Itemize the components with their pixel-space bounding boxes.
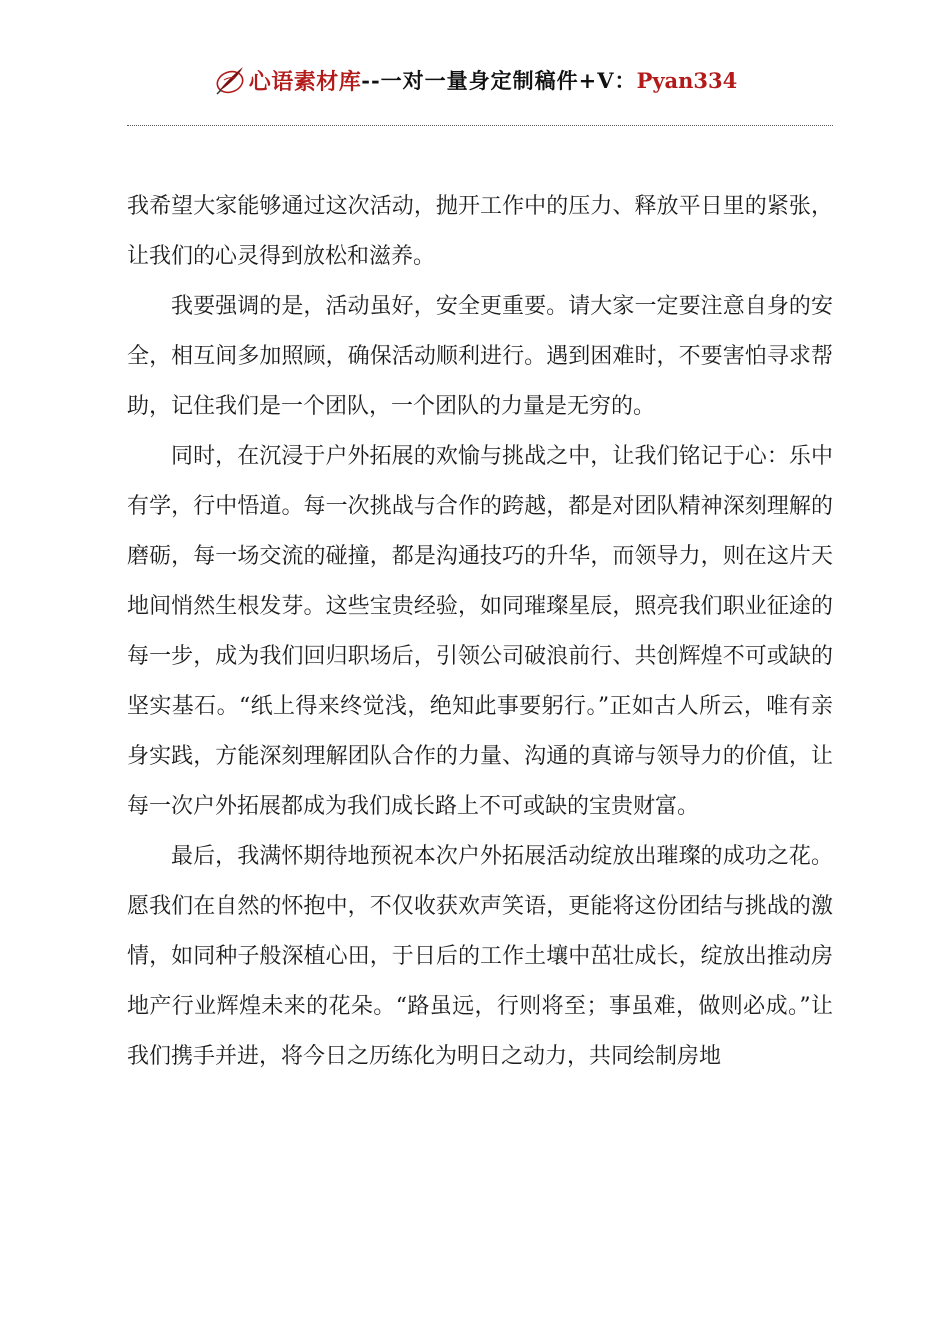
paragraph-3: 同时，在沉浸于户外拓展的欢愉与挑战之中，让我们铭记于心：乐中有学，行中悟道。每一次挑战与合作的跨越，都是对团队精神深刻理解的磨砺，每一场交流的碰撞，都是沟通技巧的升华，而领导力，则在这片天地间悄然生根发芽。这些宝贵经验，如同璀璨星辰，照亮我们职业征途的每一步，成为我们回归职场后，引领公司破浪前行、共创辉煌不可或缺的坚实基石。“纸上得来终觉浅，绝知此事要躬行。”正如古人所云，唯有亲身实践，方能深刻理解团队合作的力量、沟通的真谛与领导力的价值，让每一次户外拓展都成为我们成长路上不可或缺的宝贵财富。: [127, 444, 833, 819]
paragraph-2: 我要强调的是，活动虽好，安全更重要。请大家一定要注意自身的安全，相互间多加照顾，确保活动顺利进行。遇到困难时，不要害怕寻求帮助，记住我们是一个团队，一个团队的力量是无穷的。: [127, 294, 833, 419]
page-header: [0, 58, 950, 102]
header-tagline: 一对一量身定制稿件+V：: [380, 68, 637, 93]
paragraph-4: 最后，我满怀期待地预祝本次户外拓展活动绽放出璀璨的成功之花。愿我们在自然的怀抱中，不仅收获欢声笑语，更能将这份团结与挑战的激情，如同种子般深植心田，于日后的工作土壤中茁壮成长，绽放出推动房地产行业辉煌未来的花朵。“路虽远，行则将至；事虽难，做则必成。”让我们携手并进，将今日之历练化为明日之动力，共同绘制房地: [127, 844, 833, 1069]
brand-name: 心语素材库: [248, 68, 362, 95]
header-separator: --: [361, 67, 381, 93]
header-divider: [127, 125, 833, 126]
header-banner: [213, 63, 738, 97]
wechat-id: Pyan334: [636, 67, 738, 93]
document-body: [127, 182, 833, 1082]
quill-pen-icon: [213, 63, 247, 97]
paragraph-1: 我希望大家能够通过这次活动，抛开工作中的压力、释放平日里的紧张，让我们的心灵得到放松和滋养。: [127, 194, 833, 269]
